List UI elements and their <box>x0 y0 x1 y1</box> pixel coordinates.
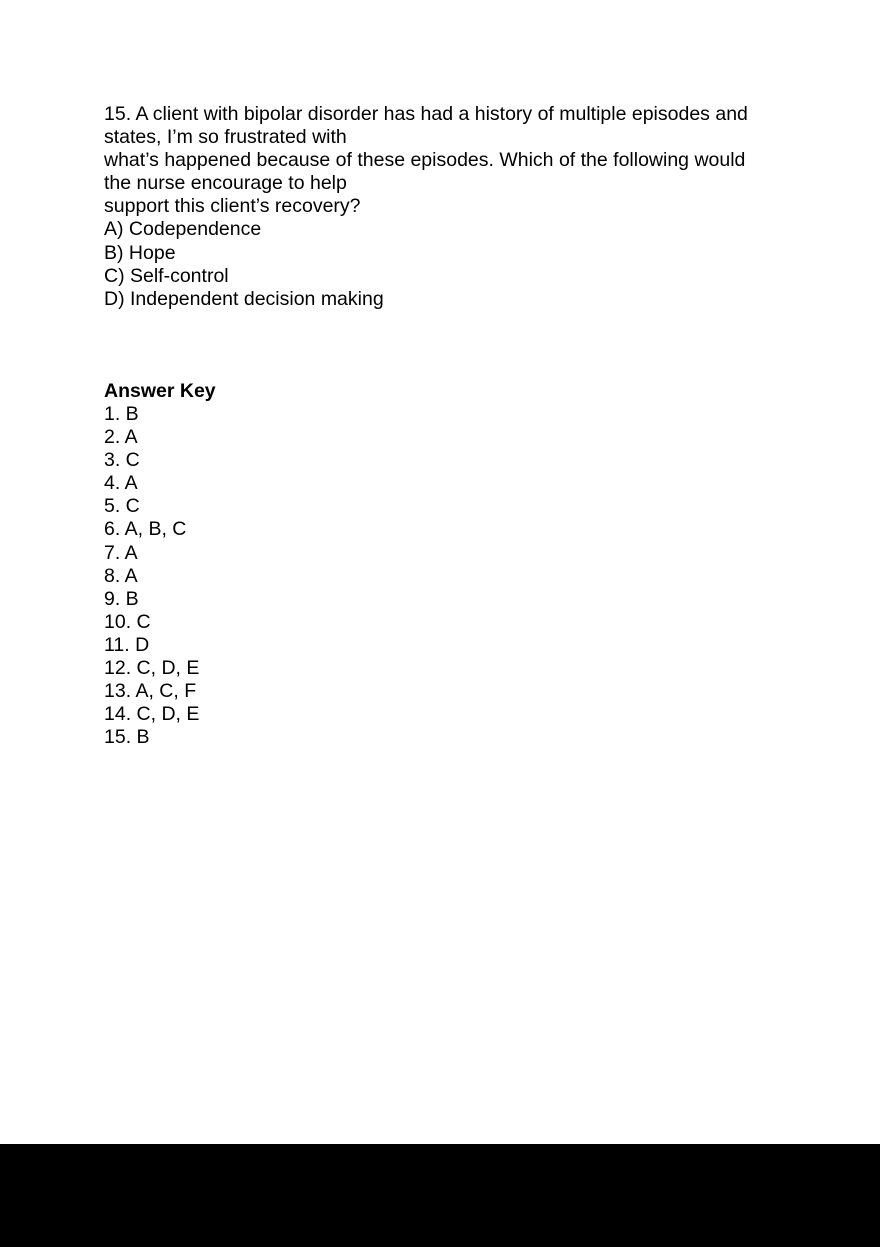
answer-item: 7. A <box>104 541 138 564</box>
question-text-line: support this client’s recovery? <box>104 195 361 218</box>
answer-item: 3. C <box>104 449 140 472</box>
answer-key-section <box>104 380 804 750</box>
answer-item: 6. A, B, C <box>104 518 187 541</box>
option-c: C) Self-control <box>104 264 229 287</box>
question-15 <box>104 103 804 311</box>
bottom-black-bar <box>0 1144 880 1247</box>
answer-item: 1. B <box>104 402 139 425</box>
answer-item: 9. B <box>104 587 139 610</box>
answer-item: 2. A <box>104 426 138 449</box>
answer-item: 11. D <box>104 633 150 656</box>
answer-key-title: Answer Key <box>104 379 216 402</box>
answer-options <box>104 218 804 310</box>
answer-item: 10. C <box>104 610 151 633</box>
answer-item: 15. B <box>104 726 150 749</box>
answer-item: 12. C, D, E <box>104 656 200 679</box>
answer-item: 5. C <box>104 495 140 518</box>
option-b: B) Hope <box>104 241 176 264</box>
section-spacer <box>104 311 804 380</box>
question-text-line: states, I’m so frustrated with <box>104 126 347 149</box>
answer-item: 4. A <box>104 472 138 495</box>
answer-item: 13. A, C, F <box>104 680 197 703</box>
option-a: A) Codependence <box>104 218 262 241</box>
answer-item: 8. A <box>104 564 138 587</box>
question-text-line: the nurse encourage to help <box>104 172 347 195</box>
question-text-line: 15. A client with bipolar disorder has had a history of multiple episodes and <box>104 103 748 125</box>
page-content <box>104 103 804 749</box>
question-text-line: what’s happened because of these episodes. Which of the following would <box>104 149 746 172</box>
answer-item: 14. C, D, E <box>104 703 200 726</box>
option-d: D) Independent decision making <box>104 287 384 310</box>
